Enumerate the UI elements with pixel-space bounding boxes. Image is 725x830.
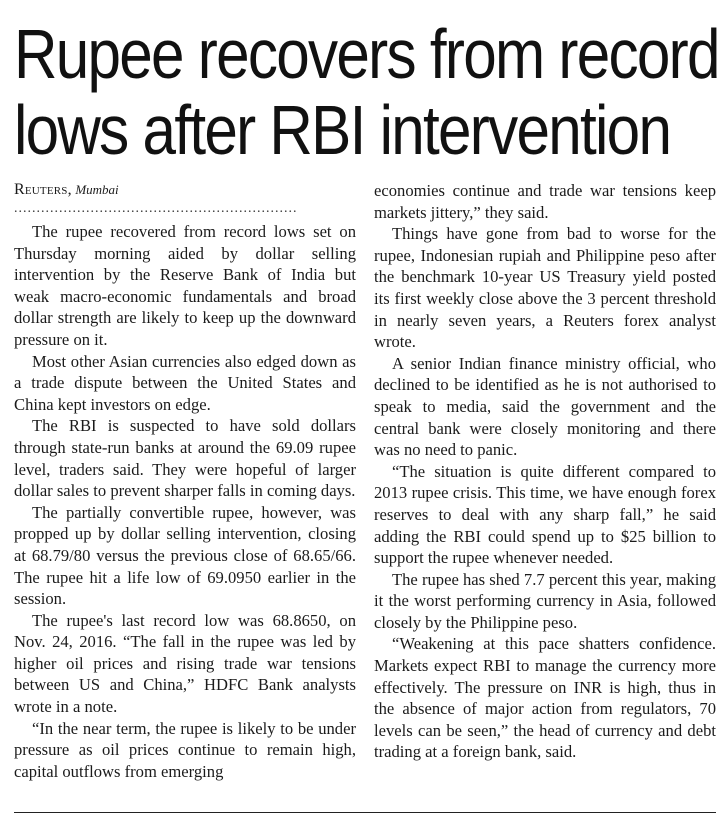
column-2 [374,180,716,782]
paragraph: Things have gone from bad to worse for the rupee, Indonesian rupiah and Philippine peso after the benchmark 10-year US Treasury yield posted its first weekly close above the 3 percent threshold in nearly seven years, a Reuters forex analyst wrote. [374,224,716,352]
article-body [14,180,716,782]
byline-agency: Reuters, [14,181,72,198]
paragraph: The rupee has shed 7.7 percent this year, making it the worst performing currency in Asia, followed closely by the Philippine peso. [374,569,716,632]
paragraph: The rupee's last record low was 68.8650, on Nov. 24, 2016. “The fall in the rupee was led by higher oil prices and rising trade war tensions between US and China,” HDFC Bank analysts wrote in a note. [14,610,356,717]
paragraph: The RBI is suspected to have sold dollars through state-run banks at around the 69.09 rupee level, traders said. They were hopeful of larger dollar sales to prevent sharper falls in coming days. [14,416,356,501]
headline [14,16,719,168]
paragraph: A senior Indian finance ministry official, who declined to be identified as he is not authorised to speak to media, said the government and the central bank were closely monitoring and there was no need to panic. [374,353,716,460]
paragraph: “The situation is quite different compared to 2013 rupee crisis. This time, we have enough forex reserves to deal with any sharp fall,” he said adding the RBI could spend up to $25 billion to support the rupee whenever needed. [374,461,716,568]
dotted-separator: ............................................................... [14,203,298,215]
paragraph: “In the near term, the rupee is likely to be under pressure as oil prices continue to remain high, capital outflows from emerging [14,718,356,781]
headline-line-2: lows after RBI intervention [14,91,671,169]
paragraph-continuation: economies continue and trade war tensions keep markets jittery,” they said. [374,181,716,222]
paragraph: The rupee recovered from record lows set on Thursday morning aided by dollar selling intervention by the Reserve Bank of India but weak macro-economic fundamentals and broad dollar strength are likely to keep up the downward pressure on it. [14,222,356,349]
paragraph: “Weakening at this pace shatters confidence. Markets expect RBI to manage the currency more effectively. The pressure on INR is high, thus in the absence of major action from regulators, 70 levels can be seen,” the head of currency and debt trading at a foreign bank, said. [374,634,716,762]
byline-city: Mumbai [75,182,119,197]
bottom-divider [14,812,716,813]
paragraph: The partially convertible rupee, however, was propped up by dollar selling intervention, closing at 68.79/80 versus the previous close of 68.65/66. The rupee hit a life low of 69.0950 earlier in the session. [14,502,356,609]
column-1 [14,180,356,782]
paragraph: Most other Asian currencies also edged down as a trade dispute between the United States and China kept investors on edge. [14,351,356,414]
headline-line-1: Rupee recovers from record [14,15,719,93]
byline [14,180,356,201]
